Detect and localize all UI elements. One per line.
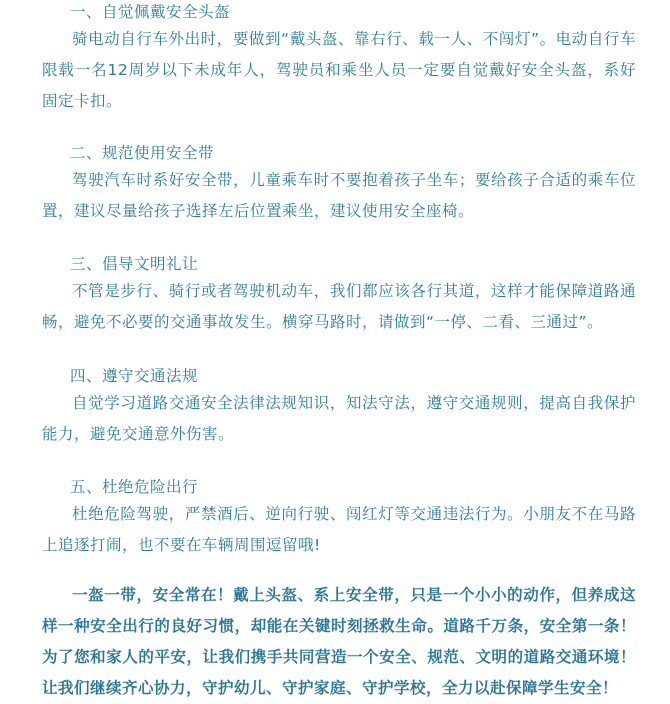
section-body: 杜绝危险驾驶，严禁酒后、逆向行驶、闯红灯等交通违法行为。小朋友不在马路上追逐打闹，也不要在车辆周围逗留哦! [42, 505, 636, 554]
section-body: 不管是步行、骑行或者驾驶机动车，我们都应该各行其道，这样才能保障道路通畅，避免不必要的交通事故发生。横穿马路时，请做到“一停、二看、三通过”。 [42, 282, 636, 331]
section-heading: 五、杜绝危险出行 [70, 478, 199, 496]
section-traffic-laws [42, 364, 636, 450]
section-body: 自觉学习道路交通安全法律法规知识，知法守法，遵守交通规则，提高自我保护能力，避免交通意外伤害。 [42, 394, 636, 443]
section-helmet [42, 0, 636, 117]
section-heading: 四、遵守交通法规 [70, 367, 199, 385]
section-heading: 二、规范使用安全带 [70, 144, 215, 162]
closing-paragraph: 一盔一带，安全常在！戴上头盔、系上安全带，只是一个小小的动作，但养成这样一种安全出行的良好习惯，却能在关键时刻拯救生命。道路千万条，安全第一条！为了您和家人的平安，让我们携手共同营造一个安全、规范、文明的道路交通环境！让我们继续齐心协力，守护幼儿、守护家庭、守护学校，全力以赴保障学生安全！ [42, 586, 636, 697]
section-heading: 三、倡导文明礼让 [70, 255, 199, 273]
section-courtesy [42, 252, 636, 338]
section-body: 骑电动自行车外出时，要做到“戴头盔、靠右行、载一人、不闯灯”。电动自行车限载一名12周岁以下未成年人，驾驶员和乘坐人员一定要自觉戴好安全头盔，系好固定卡扣。 [42, 30, 636, 110]
section-body: 驾驶汽车时系好安全带，儿童乘车时不要抱着孩子坐车；要给孩子合适的乘车位置，建议尽量给孩子选择左后位置乘坐，建议使用安全座椅。 [42, 171, 636, 220]
section-danger [42, 475, 636, 561]
section-heading: 一、自觉佩戴安全头盔 [70, 3, 231, 21]
section-seatbelt [42, 141, 636, 227]
